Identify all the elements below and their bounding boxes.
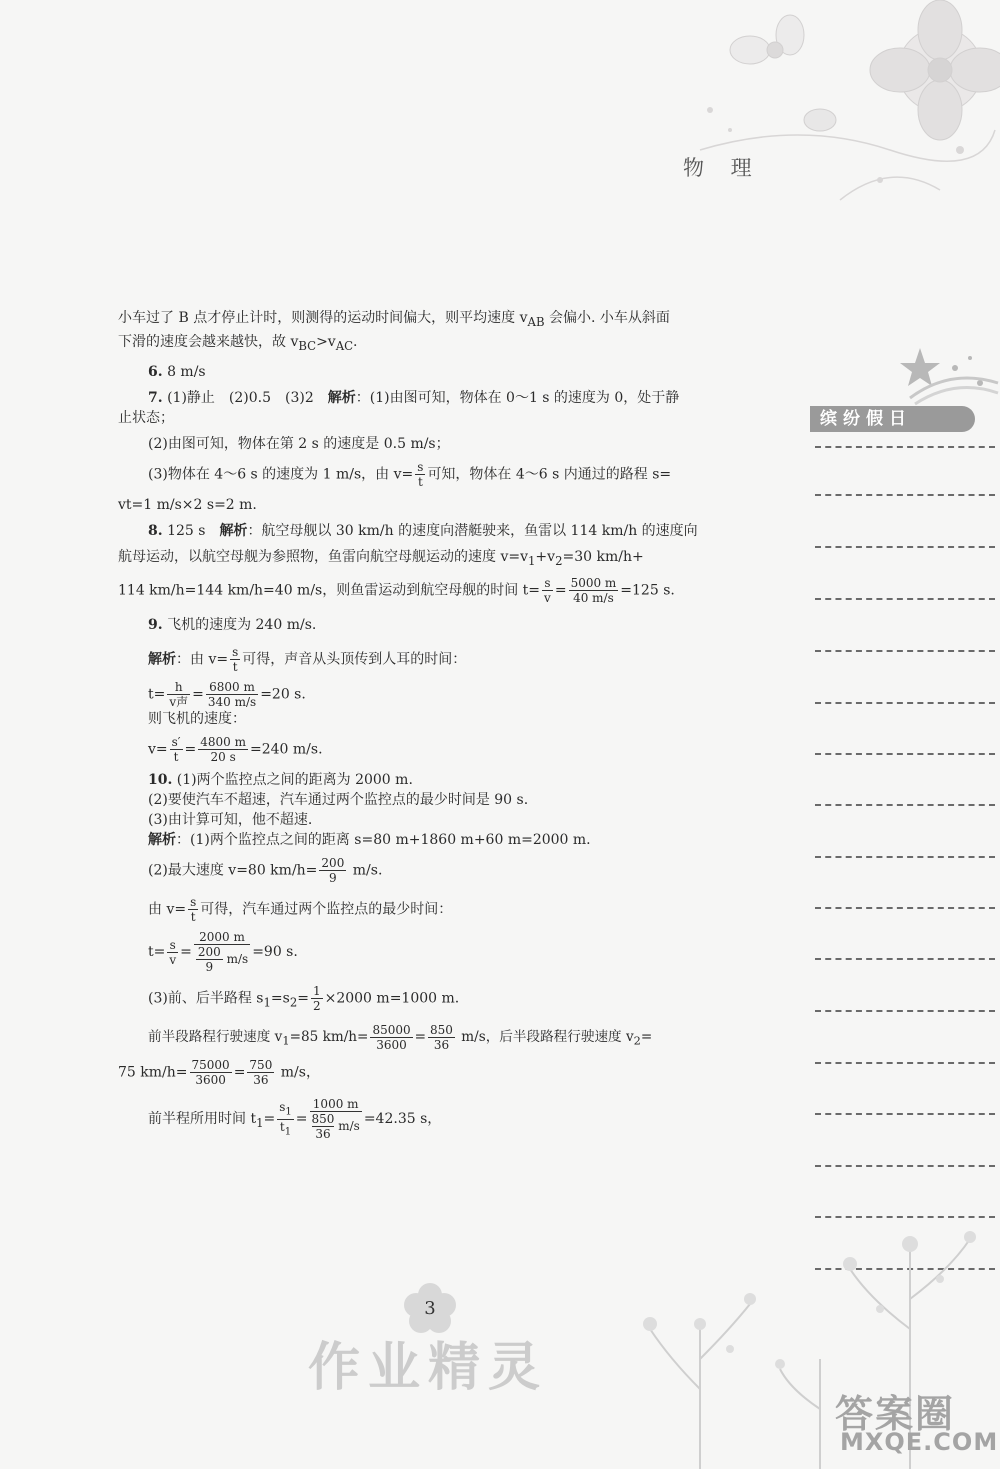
text: ：(1)两个监控点之间的距离 s=80 m+1860 m+60 m=2000 m. <box>176 832 591 849</box>
corner-logo-text: 答案圈 <box>835 1392 956 1436</box>
text-line <box>118 308 758 332</box>
fraction <box>198 735 248 764</box>
fraction <box>247 1058 274 1087</box>
text: +v <box>535 548 556 565</box>
equation-line <box>118 984 758 1013</box>
analysis-label: 解析 <box>148 651 176 668</box>
text: =30 km/h+ <box>562 548 644 565</box>
text: =20 s. <box>260 686 306 703</box>
answer-10 <box>118 770 758 790</box>
denominator <box>194 945 250 974</box>
note-line <box>815 598 995 600</box>
analysis-label: 解析 <box>148 832 176 849</box>
denominator: 20 s <box>210 750 236 765</box>
fraction <box>196 945 223 974</box>
answer-9 <box>118 615 758 635</box>
subject-title: 物 理 <box>683 156 762 180</box>
fraction <box>188 895 198 924</box>
denominator: v <box>544 591 551 606</box>
text: 则飞机的速度： <box>148 711 246 728</box>
numerator: h <box>167 680 190 695</box>
fraction <box>167 680 190 709</box>
numerator: 2000 m <box>194 930 250 945</box>
text: = <box>295 1111 308 1128</box>
numerator: 85000 <box>372 1023 411 1038</box>
numerator: s <box>232 645 239 660</box>
text: 可得，汽车通过两个监控点的最少时间： <box>200 901 453 918</box>
subscript: AB <box>527 314 545 329</box>
text: (1)两个监控点之间的距离为 2000 m. <box>172 772 413 789</box>
text: (2)由图可知，物体在第 2 s 的速度是 0.5 m/s； <box>148 435 450 452</box>
question-number: 9. <box>148 617 163 634</box>
page-number: 3 <box>424 1298 436 1319</box>
fraction <box>277 1100 294 1140</box>
complex-fraction <box>194 930 250 974</box>
subscript: 1 <box>282 1034 290 1049</box>
numerator: s <box>417 459 424 474</box>
text: = <box>297 990 309 1007</box>
text-line <box>118 460 758 489</box>
analysis-label: 解析 <box>327 389 356 406</box>
denominator: 2 <box>312 999 321 1014</box>
subscript: 1 <box>256 1116 264 1131</box>
text: 飞机的速度为 240 m/s. <box>162 617 317 634</box>
text-line <box>118 332 758 356</box>
text: 114 km/h=144 km/h=40 m/s，则鱼雷运动到航空母舰的时间 t= <box>118 582 541 599</box>
question-number: 6. <box>148 363 163 380</box>
text: 75 km/h= <box>118 1064 188 1081</box>
note-line <box>815 804 995 806</box>
text: =240 m/s. <box>250 741 323 758</box>
fraction <box>428 1023 455 1052</box>
numerator: s <box>190 895 197 910</box>
equation-line <box>118 1097 758 1141</box>
text: =s <box>270 990 290 1007</box>
fraction <box>167 938 178 967</box>
analysis-label: 解析 <box>219 522 248 539</box>
text: vt=1 m/s×2 s=2 m. <box>118 496 257 513</box>
note-line <box>815 958 995 960</box>
text: ：(1)由图可知，物体在 0～1 s 的速度为 0，处于静 <box>355 389 680 406</box>
fraction <box>170 735 183 764</box>
text: = <box>184 741 197 758</box>
note-line <box>815 1010 995 1012</box>
unit: m/s <box>334 1119 360 1134</box>
text: =85 km/h= <box>289 1029 369 1046</box>
text: (1)静止 (2)0.5 (3)2 <box>162 389 328 406</box>
note-line <box>815 546 995 548</box>
denominator: t <box>190 910 196 925</box>
answer-content <box>118 308 758 1141</box>
question-number: 7. <box>148 389 163 406</box>
text: = <box>554 582 567 599</box>
note-line <box>815 494 995 496</box>
note-line <box>815 1113 995 1115</box>
denominator: 9 <box>329 871 337 886</box>
numerator: 6800 m <box>206 680 258 695</box>
text: t <box>279 1119 285 1134</box>
text: (3)物体在 4～6 s 的速度为 1 m/s，由 v= <box>148 466 414 483</box>
text: m/s，后半段路程行驶速度 v <box>456 1029 634 1046</box>
text: ：航空母舰以 30 km/h 的速度向潜艇驶来，鱼雷以 114 km/h 的速度向 <box>247 522 698 539</box>
numerator: 5000 m <box>570 576 617 591</box>
unit: m/s <box>222 952 249 967</box>
denominator: 9 <box>205 960 214 975</box>
text: 航母运动，以航空母舰为参照物，鱼雷向航空母舰运动的速度 v=v <box>118 548 528 565</box>
equation-line <box>118 1023 758 1052</box>
fraction <box>311 984 323 1013</box>
fraction <box>370 1023 412 1052</box>
text: >v <box>316 333 336 350</box>
text: 125 s <box>162 522 220 539</box>
text: 可得，声音从头顶传到人耳的时间： <box>242 651 467 668</box>
text: 8 m/s <box>162 363 206 380</box>
watermark-text: 作业精灵 <box>308 1338 549 1398</box>
answer-8 <box>118 521 758 541</box>
subscript: 2 <box>555 553 563 568</box>
fraction <box>230 645 240 674</box>
denominator: 3600 <box>376 1038 407 1053</box>
complex-fraction <box>310 1097 362 1141</box>
text: 止状态； <box>118 409 174 426</box>
text: (3)由计算可知，他不超速. <box>148 812 313 829</box>
star-burst-icon <box>880 338 1000 408</box>
text: m/s. <box>348 862 383 879</box>
denominator <box>277 1120 294 1139</box>
subscript: 1 <box>528 553 536 568</box>
text: m/s， <box>276 1064 320 1081</box>
numerator: 75000 <box>191 1058 230 1073</box>
text: v= <box>148 741 168 758</box>
text: = <box>640 1029 653 1046</box>
subscript: BC <box>298 338 317 353</box>
text: . <box>353 333 358 350</box>
text-line <box>118 547 758 571</box>
text: t= <box>148 944 166 961</box>
sidebar-title: 缤纷假日 <box>810 406 975 432</box>
text-line <box>118 495 758 515</box>
text: (3)前、后半路程 s <box>148 990 264 1007</box>
note-line <box>815 446 995 448</box>
text: 由 v= <box>148 901 187 918</box>
numerator <box>277 1100 294 1120</box>
flower-decoration-top <box>640 0 1000 230</box>
fraction <box>206 680 258 709</box>
fraction <box>319 856 346 885</box>
numerator: 750 <box>249 1058 273 1073</box>
note-line <box>815 650 995 652</box>
fraction <box>569 576 619 605</box>
denominator: 36 <box>315 1127 331 1142</box>
subscript: 2 <box>289 995 298 1010</box>
text: ：由 v= <box>176 651 229 668</box>
text: s <box>279 1099 286 1114</box>
text-line <box>118 408 758 428</box>
denominator: 40 m/s <box>573 591 614 606</box>
subscript: AC <box>335 338 354 353</box>
text: =90 s. <box>252 944 298 961</box>
denominator: t <box>417 474 423 489</box>
equation-line <box>118 735 758 764</box>
note-line <box>815 1062 995 1064</box>
question-number: 10. <box>148 772 173 789</box>
denominator: v声 <box>169 695 189 710</box>
text: t= <box>148 686 166 703</box>
text: = <box>414 1029 427 1046</box>
denominator: 36 <box>433 1038 450 1053</box>
numerator: 4800 m <box>200 735 246 750</box>
denominator: 3600 <box>195 1073 226 1088</box>
text: 前半程所用时间 t <box>148 1111 257 1128</box>
text: 下滑的速度会越来越快，故 v <box>118 333 299 350</box>
fraction <box>415 460 425 489</box>
numerator: s <box>167 938 178 953</box>
text: (2)最大速度 v=80 km/h= <box>148 862 318 879</box>
numerator: s <box>542 576 553 591</box>
denominator: 36 <box>253 1073 269 1088</box>
text: 前半段路程行驶速度 v <box>148 1029 283 1046</box>
corner-logo-url: MXQE.COM <box>840 1428 999 1456</box>
text: = <box>263 1111 276 1128</box>
denominator: t <box>232 660 238 675</box>
numerator: 200 <box>197 945 221 960</box>
subscript: 2 <box>633 1034 641 1049</box>
note-line <box>815 856 995 858</box>
text: 可知，物体在 4～6 s 内通过的路程 s= <box>427 466 672 483</box>
text: =42.35 s， <box>363 1111 442 1128</box>
text-line <box>118 645 758 674</box>
text-line <box>118 895 758 924</box>
equation-line <box>118 856 758 885</box>
denominator: v <box>169 952 177 967</box>
text: 会偏小. 小车从斜面 <box>544 310 670 326</box>
numerator: 200 <box>321 856 345 871</box>
equation-line <box>118 1058 758 1087</box>
question-number: 8. <box>148 522 163 539</box>
text: 小车过了 B 点才停止计时，则测得的运动时间偏大，则平均速度 v <box>118 310 528 326</box>
denominator: t <box>173 750 179 765</box>
text-line <box>118 790 758 810</box>
text: =125 s. <box>620 582 675 599</box>
numerator: 850 <box>311 1112 335 1127</box>
subscript: 1 <box>285 1105 292 1117</box>
subscript: 1 <box>284 1126 292 1138</box>
text-line <box>118 810 758 830</box>
equation-line <box>118 930 758 974</box>
subscript: 1 <box>263 995 271 1010</box>
fraction <box>542 576 553 605</box>
text-line <box>118 434 758 454</box>
answer-6 <box>118 362 758 382</box>
numerator: 1 <box>312 984 321 999</box>
denominator: 340 m/s <box>207 695 257 710</box>
numerator: s′ <box>171 735 181 750</box>
text: = <box>233 1064 246 1081</box>
numerator: 1000 m <box>310 1097 362 1112</box>
note-line <box>815 1165 995 1167</box>
fraction <box>312 1112 335 1141</box>
text: = <box>192 686 204 703</box>
answer-7 <box>118 388 758 408</box>
denominator <box>310 1112 362 1141</box>
text: = <box>180 944 192 961</box>
text-line <box>118 576 758 605</box>
text: ×2000 m=1000 m. <box>324 990 460 1007</box>
text-line <box>118 830 758 850</box>
fraction <box>190 1058 232 1087</box>
equation-line <box>118 680 758 709</box>
text: (2)要使汽车不超速，汽车通过两个监控点的最少时间是 90 s. <box>148 792 529 809</box>
note-line <box>815 907 995 909</box>
note-line <box>815 702 995 704</box>
note-line <box>815 753 995 755</box>
numerator: 850 <box>430 1023 453 1038</box>
text-line <box>118 709 758 729</box>
